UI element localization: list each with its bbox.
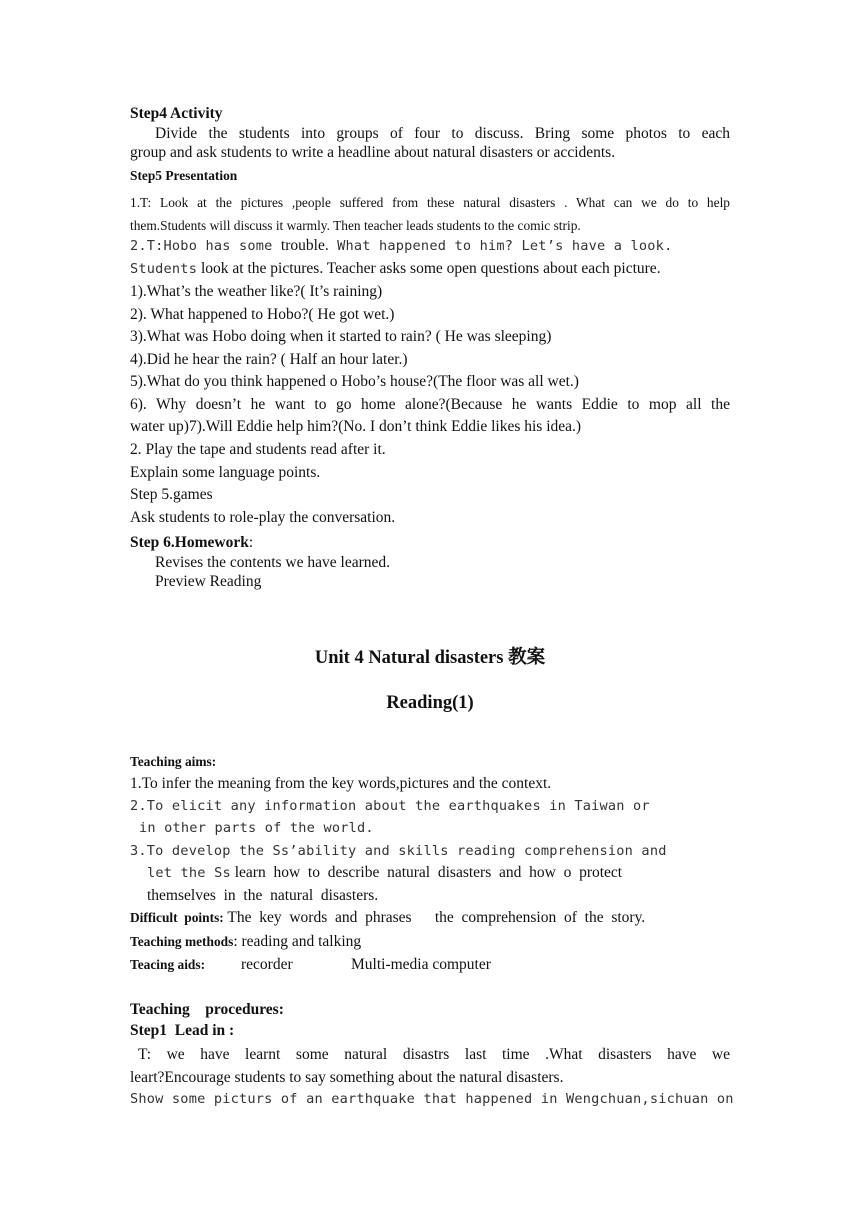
- play-tape-text: 2. Play the tape and students read after it.: [130, 441, 386, 458]
- question-2: 2). What happened to Hobo?( He got wet.): [130, 306, 395, 323]
- step5-p2-line1-b: trouble.: [280, 237, 329, 254]
- step5-p2-line2-a: Students: [130, 261, 198, 277]
- aids-item-1: recorder: [241, 956, 293, 973]
- step4-heading: Step4 Activity: [130, 105, 223, 122]
- question-1: 1).What’s the weather like?( It’s raining): [130, 283, 383, 300]
- explain-text: Explain some language points.: [130, 464, 321, 481]
- difficult-text: The key words and phrases the comprehension of the story.: [227, 909, 646, 926]
- methods-text: : reading and talking: [233, 933, 362, 950]
- step5-p1-line2: them.Students will discuss it warmly. Then teacher leads students to the comic strip.: [130, 218, 581, 233]
- question-6-line2: water up)7).Will Eddie help him?(No. I don’t think Eddie likes his idea.): [130, 418, 582, 435]
- homework-item-2: Preview Reading: [155, 573, 262, 590]
- aim-3-line3: themselves in the natural disasters.: [147, 887, 379, 904]
- step5-p2-line1-a: 2.T:Hobo has some: [130, 238, 281, 254]
- step5-games: Step 5.games: [130, 486, 213, 503]
- lead-in-line1: T: we have learnt some natural disastrs last time .What disasters have we: [138, 1046, 730, 1063]
- difficult-points: [130, 908, 645, 928]
- step1-heading: Step1 Lead in :: [130, 1022, 235, 1039]
- step5-p1-line1: 1.T: Look at the pictures ,people suffered from these natural disasters . What can we do to help: [130, 195, 730, 210]
- teaching-aids: [130, 955, 491, 975]
- question-6-line1: 6). Why doesn’t he want to go home alone?(Because he wants Eddie to mop all the: [130, 396, 730, 413]
- question-3: 3).What was Hobo doing when it started to rain? ( He was sleeping): [130, 328, 552, 345]
- aims-heading: Teaching aims:: [130, 754, 217, 769]
- lead-in-line2: leart?Encourage students to say something about the natural disasters.: [130, 1069, 564, 1086]
- roleplay-text: Ask students to role-play the conversation.: [130, 509, 396, 526]
- aids-item-2: Multi-media computer: [351, 956, 491, 973]
- step6-heading-line: [130, 533, 253, 553]
- question-4: 4).Did he hear the rain? ( Half an hour later.): [130, 351, 408, 368]
- show-pictures-line: Show some picturs of an earthquake that happened in Wengchuan,sichuan on: [130, 1091, 734, 1107]
- step4-text-line1: Divide the students into groups of four to discuss. Bring some photos to each: [155, 125, 730, 142]
- aim-3-line2-b: learn how to describe natural disasters and how o protect: [230, 864, 623, 881]
- step6-colon: :: [248, 534, 254, 551]
- aim-2-line1: 2.To elicit any information about the earthquakes in Taiwan or: [130, 798, 650, 814]
- aim-3-line2-a: let the Ss: [147, 865, 231, 881]
- difficult-label: Difficult points:: [130, 910, 224, 925]
- aids-label: Teacing aids:: [130, 957, 206, 972]
- step5-p2-line2: [130, 259, 661, 279]
- unit-title: Unit 4 Natural disasters 教案: [314, 648, 546, 668]
- step5-p2-line2-b: look at the pictures. Teacher asks some open questions about each picture.: [197, 260, 661, 277]
- aim-2-line2: in other parts of the world.: [139, 820, 374, 836]
- teaching-methods: [130, 932, 361, 952]
- unit-subtitle: Reading(1): [386, 693, 474, 713]
- step5-p2-line1: [130, 236, 672, 256]
- homework-item-1: Revises the contents we have learned.: [155, 554, 390, 571]
- aim-3-line1: 3.To develop the Ss’ability and skills reading comprehension and: [130, 843, 667, 859]
- aim-3-line2: [147, 863, 622, 883]
- step5-p2-line1-c: What happened to him? Let’s have a look.: [328, 238, 673, 254]
- step4-text-line2: group and ask students to write a headline about natural disasters or accidents.: [130, 144, 616, 161]
- methods-label: Teaching methods: [130, 934, 234, 949]
- aim-1: 1.To infer the meaning from the key words,pictures and the context.: [130, 775, 552, 792]
- step5-heading: Step5 Presentation: [130, 168, 238, 183]
- question-5: 5).What do you think happened o Hobo’s house?(The floor was all wet.): [130, 373, 579, 390]
- step6-heading: Step 6.Homework: [130, 534, 249, 551]
- procedures-heading: Teaching procedures:: [130, 1001, 284, 1018]
